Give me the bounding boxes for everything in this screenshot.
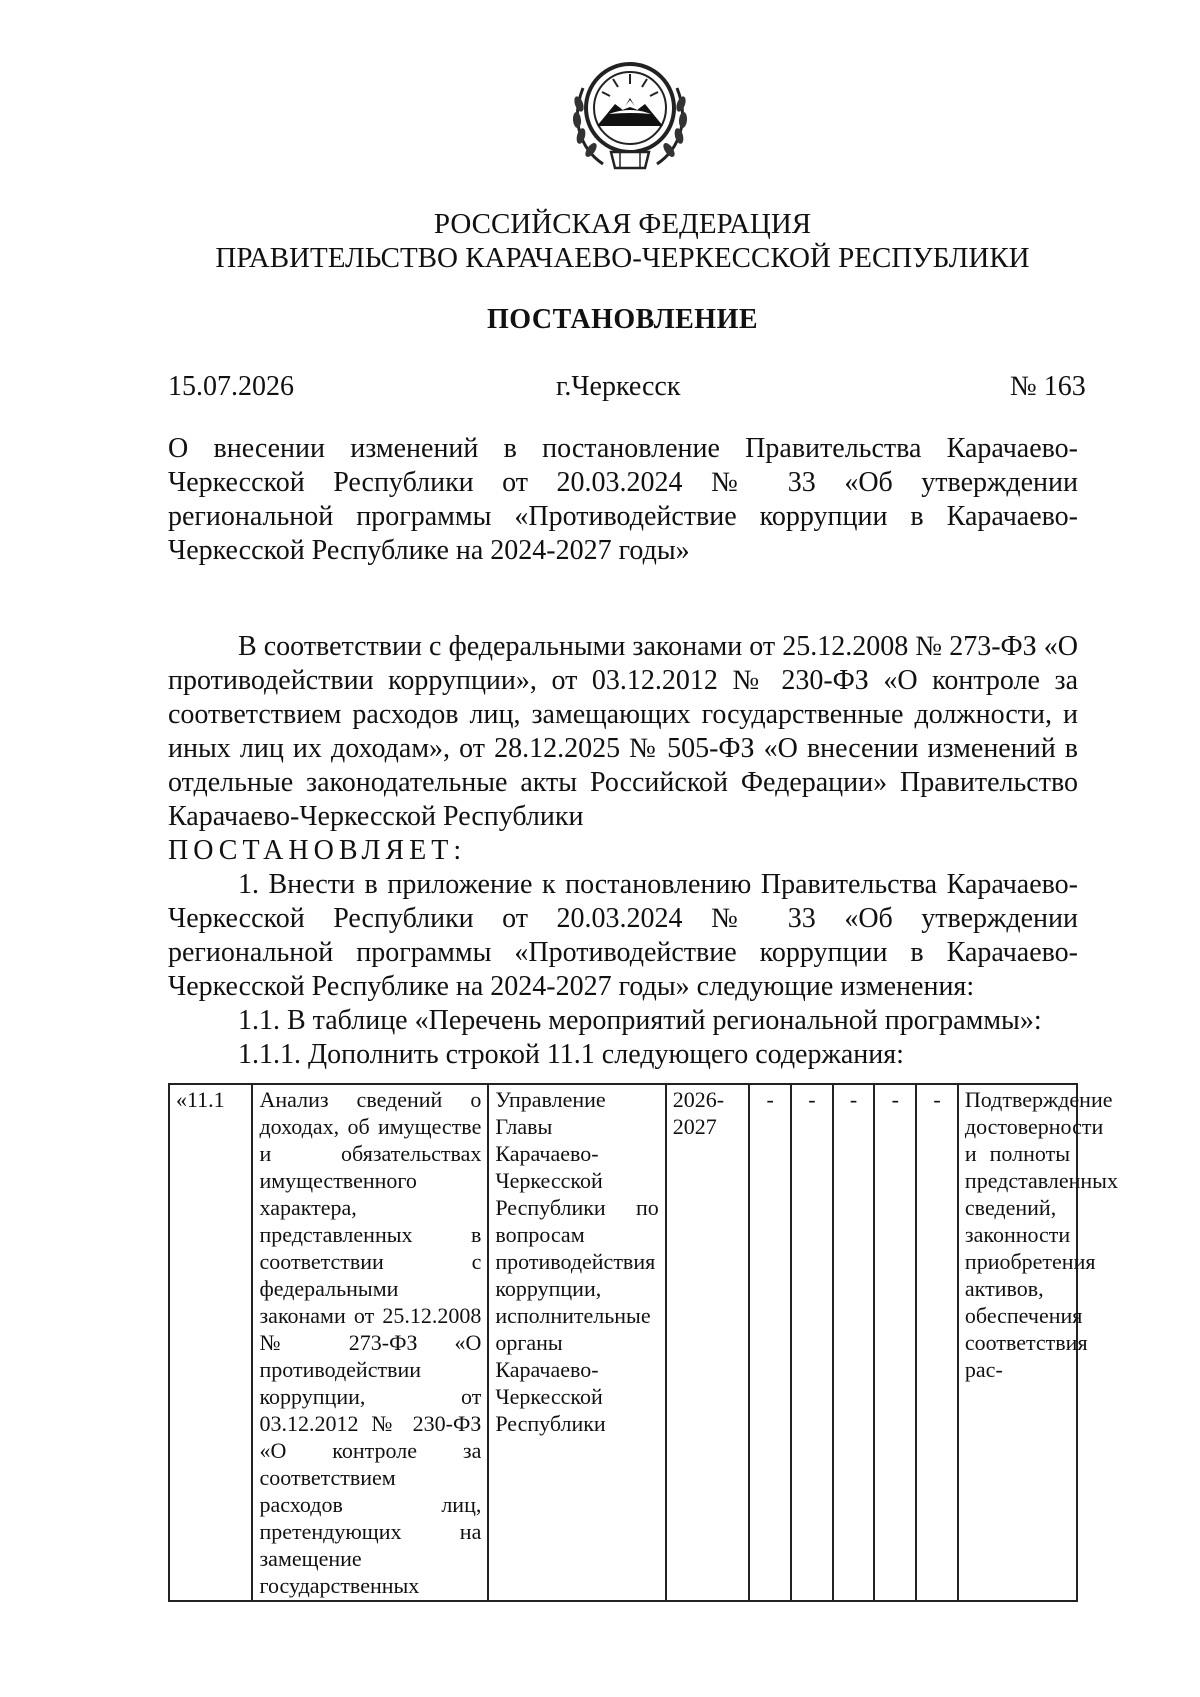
document-number: № 163 [1010,371,1086,402]
measure-cell: Анализ сведений о доходах, об имуществе и обязательствах имущественного характера, представленных в соответствии с федеральными законами от 25.12.2008 № 273-ФЗ «О противодействии коррупции, от 03.12.2012 № 230-ФЗ «О контроле за соответствием расходов лиц, претендующих на замещение государственных [252,1084,488,1601]
document-date: 15.07.2026 [168,371,294,402]
funding-cell-4: - [874,1084,916,1601]
funding-cell-1: - [749,1084,791,1601]
period-cell: 2026-2027 [666,1084,749,1601]
result-cell: Подтверждение достоверности и полноты представленных сведений, законности приобретения активов, обеспечения соответствия рас- [958,1084,1077,1601]
amendment-table [168,1083,1118,1602]
item-1-1-1-paragraph: 1.1.1. Дополнить строкой 11.1 следующего содержания: [238,1039,904,1070]
coat-of-arms-emblem [565,52,695,182]
country-heading: РОССИЙСКАЯ ФЕДЕРАЦИЯ [433,208,812,240]
decree-word: ПОСТАНОВЛЯЕТ: [168,835,467,866]
preamble-paragraph: В соответствии с федеральными законами от 25.12.2008 № 273-ФЗ «О противодействии коррупции», от 03.12.2012 № 230-ФЗ «О контроле за соответствием расходов лиц, замещающих государственные должности, и иных лиц их доходам», от 28.12.2025 № 505-ФЗ «О внесении изменений в отдельные законодательные акты Российской Федерации» Правительство Карачаево-Черкесской Республики [168,631,1078,832]
executor-cell: Управление Главы Карачаево-Черкесской Республики по вопросам противодействия коррупции, исполнительные органы Карачаево-Черкесской Республики [488,1084,665,1601]
funding-cell-5: - [916,1084,958,1601]
government-heading: ПРАВИТЕЛЬСТВО КАРАЧАЕВО-ЧЕРКЕССКОЙ РЕСПУБЛИКИ [215,242,1030,274]
document-title: О внесении изменений в постановление Правительства Карачаево-Черкесской Республики от 20.03.2024 № 33 «Об утверждении региональной программы «Противодействие коррупции в Карачаево-Черкесской Республике на 2024-2027 годы» [168,433,1078,566]
document-type-heading: ПОСТАНОВЛЕНИЕ [486,304,759,335]
row-number-cell: «11.1 [169,1084,252,1601]
funding-cell-3: - [833,1084,875,1601]
document-body [168,630,1078,1072]
funding-cell-2: - [791,1084,833,1601]
item-1-1-paragraph: 1.1. В таблице «Перечень мероприятий региональной программы»: [238,1005,1042,1036]
item-1-paragraph: 1. Внести в приложение к постановлению Правительства Карачаево-Черкесской Республики от 20.03.2024 № 33 «Об утверждении региональной программы «Противодействие коррупции в Карачаево-Черкесской Республике на 2024-2027 годы» следующие изменения: [168,869,1078,1002]
document-city: г.Черкесск [556,371,681,402]
table-row [169,1084,1077,1601]
